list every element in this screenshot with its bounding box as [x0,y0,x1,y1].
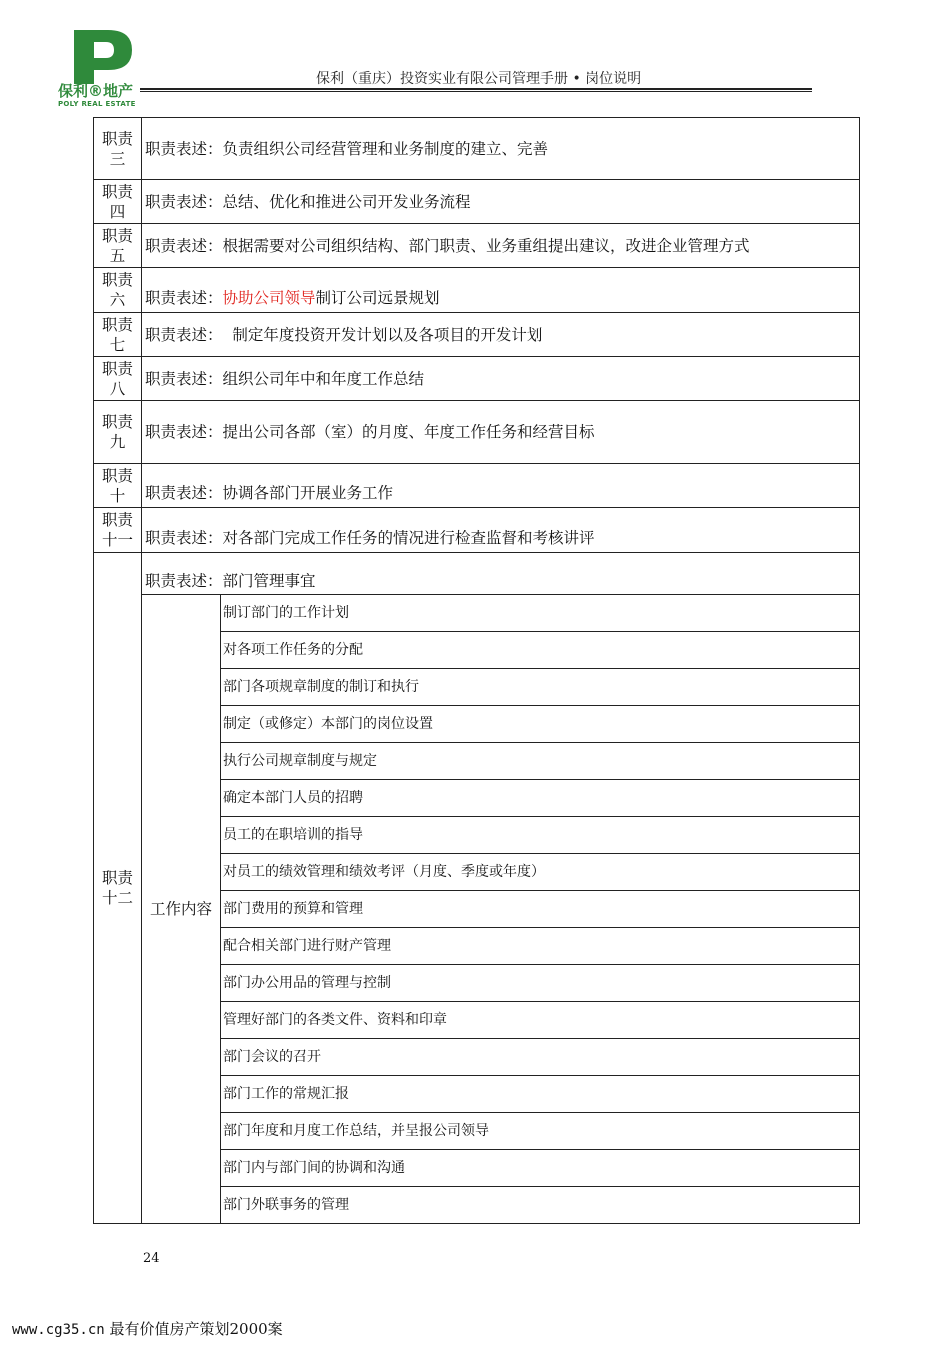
duty-statement: 职责表述：根据需要对公司组织结构、部门职责、业务重组提出建议，改进企业管理方式 [142,224,860,268]
duty-row [94,268,860,313]
duty-statement: 职责表述：协调各部门开展业务工作 [142,464,860,508]
work-item: 员工的在职培训的指导 [221,817,860,854]
header-divider-thin [140,91,812,92]
poly-p-logo-icon [58,26,150,86]
work-item: 部门费用的预算和管理 [221,891,860,928]
work-item: 对员工的绩效管理和绩效考评（月度、季度或年度） [221,854,860,891]
duty-label: 职责 十二 [94,553,142,1224]
duty-statement: 职责表述：协助公司领导制订公司远景规划 [142,268,860,313]
duty-label: 职责 五 [94,224,142,268]
company-logo [58,26,150,112]
duty-row [94,118,860,180]
work-item: 管理好部门的各类文件、资料和印章 [221,1002,860,1039]
work-item: 部门会议的召开 [221,1039,860,1076]
duty-row [94,313,860,357]
work-item: 部门各项规章制度的制订和执行 [221,669,860,706]
work-item: 确定本部门人员的招聘 [221,780,860,817]
duty-label: 职责 九 [94,401,142,464]
work-item: 部门工作的常规汇报 [221,1076,860,1113]
duty-table [93,117,860,1224]
duty-row [94,553,860,595]
work-item: 部门内与部门间的协调和沟通 [221,1150,860,1187]
work-item: 对各项工作任务的分配 [221,632,860,669]
work-item: 部门办公用品的管理与控制 [221,965,860,1002]
work-item: 配合相关部门进行财产管理 [221,928,860,965]
duty-statement: 职责表述：部门管理事宜 [142,553,860,595]
page-number: 24 [143,1251,160,1266]
duty-row [94,224,860,268]
duty-statement: 职责表述：提出公司各部（室）的月度、年度工作任务和经营目标 [142,401,860,464]
highlighted-text: 协助公司领导 [222,289,316,307]
duty-statement: 职责表述：组织公司年中和年度工作总结 [142,357,860,401]
duty-statement: 职责表述：对各部门完成工作任务的情况进行检查监督和考核讲评 [142,508,860,553]
duty-statement: 职责表述：负责组织公司经营管理和业务制度的建立、完善 [142,118,860,180]
duty-label: 职责 三 [94,118,142,180]
duty-label: 职责 六 [94,268,142,313]
work-item: 制订部门的工作计划 [221,595,860,632]
duty-row [94,180,860,224]
work-item: 执行公司规章制度与规定 [221,743,860,780]
work-item: 部门外联事务的管理 [221,1187,860,1224]
duty-statement: 职责表述： 制定年度投资开发计划以及各项目的开发计划 [142,313,860,357]
work-item: 部门年度和月度工作总结，并呈报公司领导 [221,1113,860,1150]
footer-text [12,1318,283,1339]
duty-label: 职责 四 [94,180,142,224]
duty-row [94,464,860,508]
work-item-row [94,595,860,632]
duty-label: 职责 七 [94,313,142,357]
duty-row [94,357,860,401]
duty-row [94,401,860,464]
duty-label: 职责 十一 [94,508,142,553]
logo-chinese-text: 保利®地产 [58,82,134,100]
header-divider [140,88,812,90]
footer-url-link[interactable]: www.cg35.cn [12,1322,105,1338]
duty-statement: 职责表述：总结、优化和推进公司开发业务流程 [142,180,860,224]
duty-label: 职责 十 [94,464,142,508]
page-header-title: 保利（重庆）投资实业有限公司管理手册 • 岗位说明 [316,71,642,87]
logo-english-text: POLY REAL ESTATE [58,100,136,108]
duty-row [94,508,860,553]
footer-slogan: 最有价值房产策划2000案 [104,1320,283,1338]
work-item: 制定（或修定）本部门的岗位设置 [221,706,860,743]
work-content-label: 工作内容 [142,595,221,1224]
duty-label: 职责 八 [94,357,142,401]
